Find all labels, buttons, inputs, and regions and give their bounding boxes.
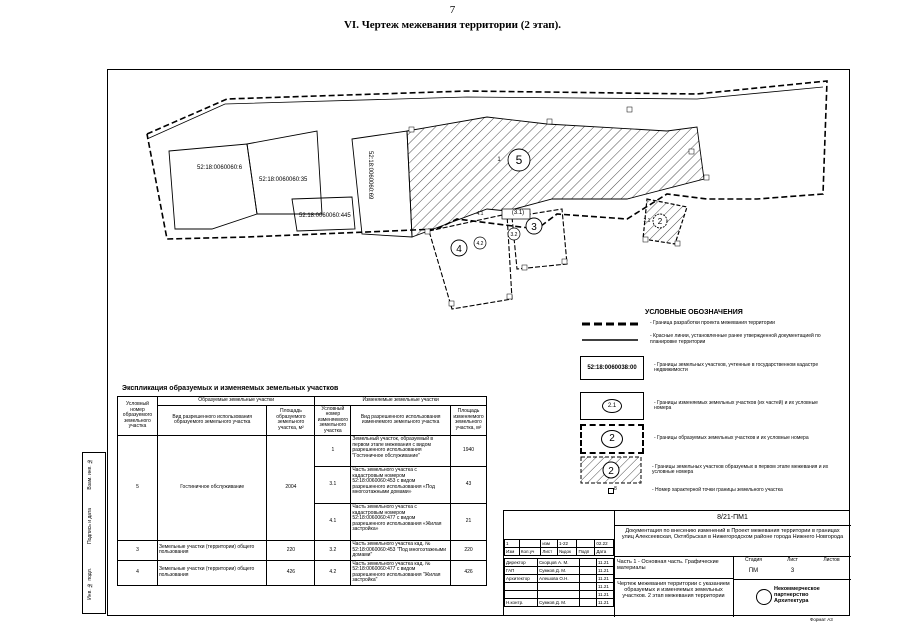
page-title: VI. Чертеж межевания территории (2 этап). [343, 19, 562, 31]
cadastral-map [107, 69, 850, 329]
sub-label-4-2: 4.2 [476, 241, 484, 247]
doc-part: Часть 1 - Основная часть. Графические материалы [614, 557, 734, 579]
sub-label-2-1: 2.1 [643, 218, 651, 224]
doc-code: 8/21-ПМ1 [614, 511, 851, 526]
legend-item-changed: 2.1 - Границы изменяемых земельных участков (их частей) и их условные номера [580, 392, 834, 420]
legend-item-boundary: - Граница разработки проекта межевания территории [650, 320, 775, 327]
svg-text:2: 2 [608, 466, 614, 477]
doc-title: Документация по внесению изменений в Проект межевания территории в границах улиц Алексеевская, Октябрьская в Нижегородском районе города Нижнего Новгорода [614, 525, 851, 557]
parcel-4 [429, 214, 512, 309]
title-block: 1 изм 1-22 02.22 Изм Кол.уч Лист №док Подп Дата Директор Скорцов А. М. 11.21 ГАП Сумков Д. М. 11.21 Архитектор Алешова О.Н. 11.21 11.21 11.21 Н.контр. Сумков Д. М. 11.21 8/21-ПМ1 Документация по внесению изменений в Проект межевания территории в границах улиц Алексеевская, Октябрьская в Нижегородском районе города Нижнего Новгорода Часть 1 - Основная часть. Графические материалы Стадия Лист Листов ПМ 3 Чертеж межевания территории с указанием образуемых и изменяемых земельных участков. 2 этап межевания территории Некоммерческое партнерство Архитектура [503, 510, 850, 616]
legend-item-point: 8 - Номер характерной точки границы земельного участка [580, 486, 832, 496]
org-name: Некоммерческое партнерство Архитектура [774, 586, 820, 604]
sub-label-4-1: 4.1 [476, 211, 484, 217]
legend-item-cadastral: 52:18:0060038:00 - Границы земельных участков, учтенные в государственном кадастре недвижимости [580, 356, 834, 380]
parcel-label-4: 4 [456, 244, 462, 255]
table-row: 3.1 Часть земельного участка с кадастровым номером 52:18:0060060:453 с видом разрешенного использования «Под многоэтажными домами» 43 [118, 467, 487, 504]
org-logo-icon [756, 589, 772, 605]
explication-table: Условный номер образуемого земельного участка Образуемые земельные участки Изменяемые земельные участки Вид разрешенного использования образуемого земельного участка Площадь образуемого земельного участка, м² Условный номер изменяемого земельного участка Вид разрешенного использования изменяемого земельного участка Площадь изменяемого земельного участка, м² 5 Гостиничное обслуживание 2004 1 Земельный участок, образуемый в первом этапе межевания с видом разрешенного использования "Гостиничное обслуживание" 1940 3.1 Часть земельного участка с кадастровым номером 52:18:0060060:453 с видом разрешенного использования «Под многоэтажными домами» 43 4.1 Часть земельного участка с кадастровым номером 52:18:0060060:477 с видом разрешенного использования «Жилая застройка» 21 3 Земельные участки (территории) общего пользования 220 3.2 Часть земельного участка кад. № 52:18:0060060:453 "Под многоэтажными домами" 220 4 Земельные участки (территории) общего пользования 426 4.2 Часть земельного участка кад. № 52:18:0060060:477 с видом разрешенного использования "Жилая застройка" 426 [117, 396, 487, 586]
sub-label-3-1: (3.1) [511, 210, 525, 216]
legend-item-stage1: 2 - Границы земельных участков образуемых в первом этапе межевания и их условные номера [580, 456, 832, 484]
cad-label-69: 52:18:0060060:69 [367, 151, 373, 200]
parcel-label-5: 5 [515, 153, 523, 167]
page-number: 7 [449, 4, 456, 16]
sheet-title: Чертеж межевания территории с указанием образуемых и изменяемых земельных участков. 2 этап межевания территории [614, 579, 734, 617]
table-row: 4.1 Часть земельного участка с кадастровым номером 52:18:0060060:477 с видом разрешенного использования «Жилая застройка» 21 [118, 504, 487, 541]
table-row: 4 Земельные участки (территории) общего пользования 426 4.2 Часть земельного участка кад. № 52:18:0060060:477 с видом разрешенного использования "Жилая застройка" 426 [118, 560, 487, 585]
table-row: 5 Гостиничное обслуживание 2004 1 Земельный участок, образуемый в первом этапе межевания с видом разрешенного использования "Гостиничное обслуживание" 1940 [118, 436, 487, 467]
cad-label-445: 52:18:0060060:445 [299, 213, 351, 219]
sub-label-3-2: 3.2 [510, 232, 518, 238]
legend-title: УСЛОВНЫЕ ОБОЗНАЧЕНИЯ [645, 309, 743, 316]
side-stamp: Взам. инв. № Подпись и дата Инв. № подл. [82, 452, 106, 614]
cad-label-35: 52:18:0060060:35 [259, 177, 308, 183]
table-row: 3 Земельные участки (территории) общего пользования 220 3.2 Часть земельного участка кад. № 52:18:0060060:453 "Под многоэтажными домами" 220 [118, 541, 487, 561]
explication-title: Экспликация образуемых и изменяемых земельных участков [122, 385, 339, 392]
cad-label-6: 52:18:0060060:6 [197, 165, 243, 171]
format-label: Формат А3 [810, 617, 833, 622]
parcel-label-2: 2 [657, 217, 663, 226]
parcel-label-3: 3 [531, 222, 537, 233]
sub-label-1: 1 [497, 157, 501, 163]
legend-item-formed: 2 - Границы образуемых земельных участков и их условные номера [580, 424, 834, 454]
legend-item-red-lines: - Красные линии, установленные ранее утвержденной документацией по планировке территории [650, 333, 821, 345]
